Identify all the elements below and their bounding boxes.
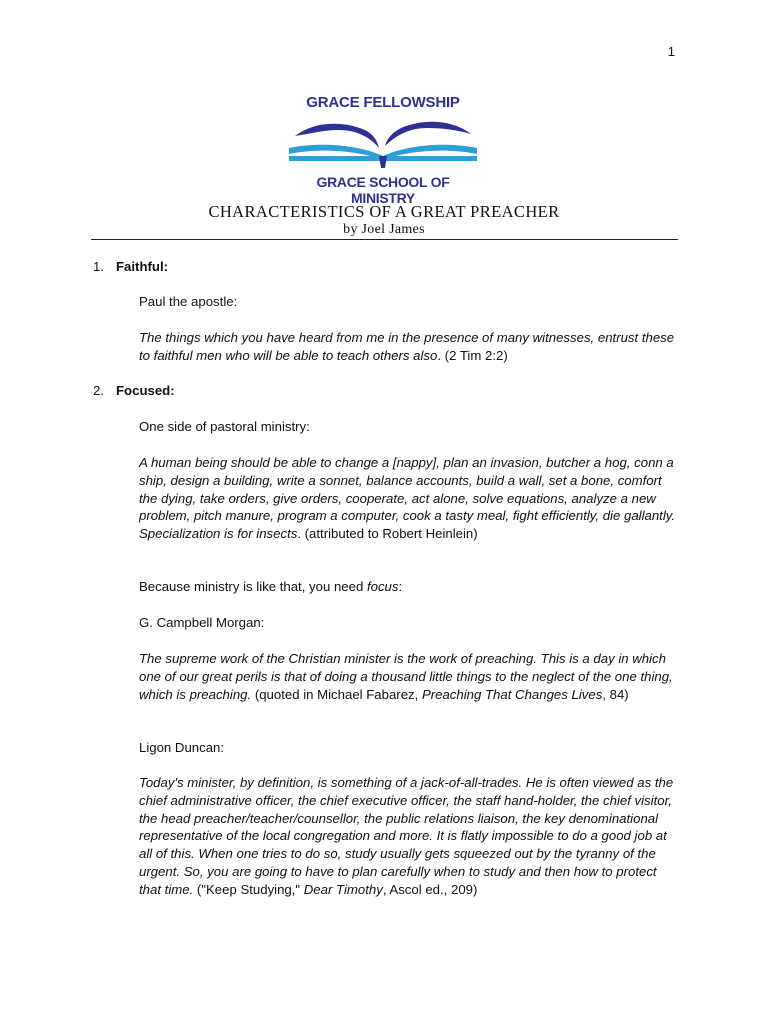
quote-citation: ("Keep Studying,": [193, 881, 304, 897]
quote-citation: . (attributed to Robert Heinlein): [297, 526, 478, 542]
quote-text: The supreme work of the Christian minister is the work of preaching. This is a day in which one of our great perils is that of doing a thousand little things to the neglect of the one thing, which is preaching.: [139, 651, 673, 702]
section-heading-faithful: [93, 258, 168, 276]
document-byline: by Joel James: [343, 222, 425, 237]
section-intro: Paul the apostle:: [139, 294, 238, 309]
focus-line-colon: :: [398, 579, 403, 594]
section-title: Focused:: [116, 383, 175, 398]
logo-org-bottom: GRACE SCHOOL OF MINISTRY: [316, 174, 450, 206]
quote-text: A human being should be able to change a [nappy], plan an invasion, butcher a hog, conn a ship, design a building, write a sonnet, balance accounts, build a wall, set a bone, comfort the dying, take orders, give orders, cooperate, act alone, solve equations, analyze a new problem, pitch manure, program a computer, cook a tasty meal, fight efficiently, die gallantly. Specialization is for insects: [139, 455, 676, 542]
logo-org-top: GRACE FELLOWSHIP: [306, 94, 460, 111]
speaker-duncan: Ligon Duncan:: [139, 740, 225, 755]
section-intro: One side of pastoral ministry:: [139, 419, 310, 434]
section-heading-focused: [93, 382, 175, 400]
quote-citation-end: , Ascol ed., 209): [382, 881, 478, 897]
quote-citation-end: , 84): [602, 686, 629, 702]
speaker-morgan: G. Campbell Morgan:: [139, 615, 265, 630]
book-title: Preaching That Changes Lives: [421, 686, 603, 702]
quote-citation: . (2 Tim 2:2): [437, 347, 508, 363]
scripture-quote: [139, 329, 679, 365]
quote-citation: (quoted in Michael Fabarez,: [251, 686, 422, 702]
book-title: Dear Timothy: [303, 881, 383, 897]
title-divider: [91, 239, 678, 240]
document-title: CHARACTERISTICS OF A GREAT PREACHER: [208, 202, 560, 221]
focus-line-text: Because ministry is like that, you need: [139, 579, 367, 594]
section-title: Faithful:: [116, 259, 169, 274]
heinlein-quote: [139, 454, 679, 543]
ministry-logo: [283, 92, 483, 206]
morgan-quote: [139, 650, 679, 703]
section-number: 1.: [93, 259, 104, 274]
quote-text: Today's minister, by definition, is something of a jack-of-all-trades. He is often viewed as the chief administrative officer, the chief executive officer, the staff hand-holder, the chief visitor, the head preacher/teacher/counsellor, the public relations liaison, the key denominational representative of the local congregation and more. It is flatly impossible to do a good job at all of this. When one tries to do so, study usually gets squeezed out by the tyranny of the urgent. So, you are going to have to plan carefully when to study and then how to protect that time.: [139, 775, 674, 897]
focus-line: [139, 578, 679, 596]
quote-text: The things which you have heard from me in the presence of many witnesses, entrust these to faithful men who will be able to teach others also: [139, 330, 675, 363]
page-number: 1: [667, 44, 675, 59]
open-book-bird-icon: [287, 116, 479, 172]
section-number: 2.: [93, 383, 104, 398]
duncan-quote: [139, 774, 679, 899]
focus-word: focus: [366, 579, 399, 594]
